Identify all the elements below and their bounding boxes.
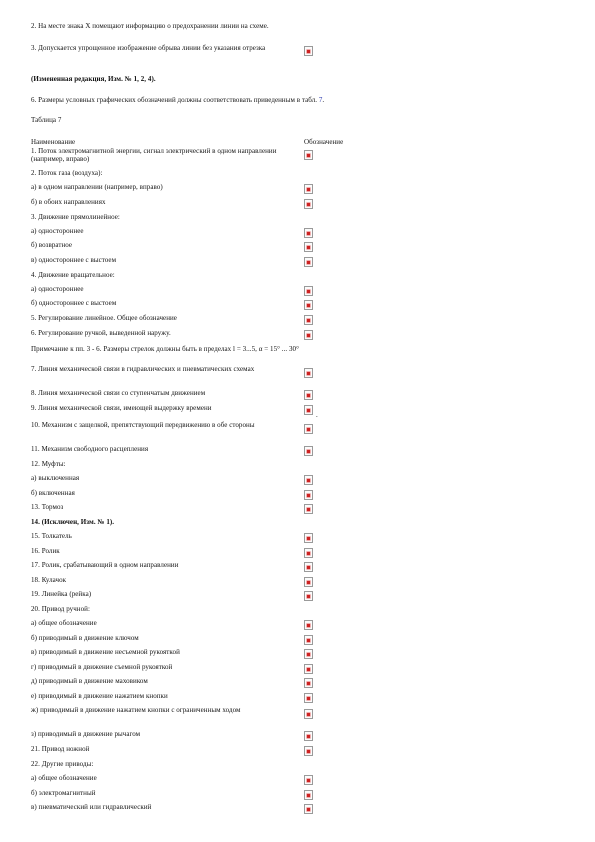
table-row-17: 17. Ролик, срабатывающий в одном направлении	[31, 561, 179, 569]
broken-image-icon	[304, 46, 313, 56]
table-row-15: 15. Толкатель	[31, 532, 72, 540]
symbol-image-icon	[304, 300, 313, 310]
paragraph-6: 6. Размеры условных графических обозначений должны соответствовать приведенным в табл. 7.	[31, 96, 325, 104]
table-row-6: 6. Регулирование ручкой, выведенной наружу.	[31, 329, 171, 337]
symbol-image-icon	[304, 405, 313, 415]
table-row-16: 16. Ролик	[31, 547, 60, 555]
table-row-20e: е) приводимый в движение нажатием кнопки	[31, 692, 168, 700]
symbol-image-icon	[304, 731, 313, 741]
symbol-image-icon	[304, 746, 313, 756]
table-row-2a: а) в одном направлении (например, вправо)	[31, 183, 163, 191]
note-2: 2. На месте знака Х помещают информацию о предохранении линии на схеме.	[31, 22, 269, 30]
symbol-image-icon	[304, 533, 313, 543]
symbol-image-icon	[304, 804, 313, 814]
table-row-22b: б) электромагнитный	[31, 789, 96, 797]
symbol-image-icon	[304, 424, 313, 434]
table-row-22a: а) общее обозначение	[31, 774, 97, 782]
symbol-image-icon	[304, 368, 313, 378]
table-row-11: 11. Механизм свободного расцепления	[31, 445, 149, 453]
symbol-image-icon	[304, 775, 313, 785]
revision-note: (Измененная редакция, Изм. № 1, 2, 4).	[31, 75, 156, 83]
table-row-12: 12. Муфты:	[31, 460, 66, 468]
table-row-12a: а) выключенная	[31, 474, 80, 482]
table-row-9: 9. Линия механической связи, имеющей выдержку времени	[31, 404, 212, 412]
symbol-image-icon	[304, 635, 313, 645]
table-row-2: 2. Поток газа (воздуха):	[31, 169, 103, 177]
table-row-20b: б) приводимый в движение ключом	[31, 634, 139, 642]
paragraph-6-text: 6. Размеры условных графических обозначений должны соответствовать приведенным в табл.	[31, 96, 318, 104]
symbol-image-icon	[304, 184, 313, 194]
table-note-3-6: Примечание к пп. 3 - 6. Размеры стрелок должны быть в пределах l = 3...5, α = 15° ... 30°	[31, 345, 299, 353]
table-row-7: 7. Линия механической связи в гидравлических и пневматических схемах	[31, 365, 255, 373]
symbol-image-icon	[304, 242, 313, 252]
symbol-image-icon	[304, 475, 313, 485]
table-row-22: 22. Другие приводы:	[31, 760, 94, 768]
table-title: Таблица 7	[31, 116, 62, 124]
symbol-image-icon	[304, 577, 313, 587]
table-row-12b: б) включенная	[31, 489, 75, 497]
symbol-image-icon	[304, 504, 313, 514]
symbol-image-icon	[304, 446, 313, 456]
symbol-image-icon	[304, 330, 313, 340]
symbol-image-icon	[304, 693, 313, 703]
table-row-10: 10. Механизм с защелкой, препятствующий передвижению в обе стороны	[31, 421, 255, 429]
symbol-image-icon	[304, 150, 313, 160]
table-row-5: 5. Регулирование линейное. Общее обозначение	[31, 314, 177, 322]
table-row-1: 1. Поток электромагнитной энергии, сигнал электрический в одном направлении (например, вправо)	[31, 147, 277, 164]
table-row-13: 13. Тормоз	[31, 503, 64, 511]
column-header-name: Наименование	[31, 138, 76, 146]
symbol-image-icon	[304, 548, 313, 558]
symbol-image-icon	[304, 790, 313, 800]
table-row-20d: д) приводимый в движение маховиком	[31, 677, 148, 685]
table-row-8: 8. Линия механической связи со ступенчатым движением	[31, 389, 206, 397]
symbol-image-icon	[304, 678, 313, 688]
symbol-image-icon	[304, 199, 313, 209]
table-row-18: 18. Кулачок	[31, 576, 67, 584]
table-row-3b: б) возвратное	[31, 241, 73, 249]
table-row-21: 21. Привод ножной	[31, 745, 90, 753]
table-row-20g: г) приводимый в движение съемной рукояткой	[31, 663, 173, 671]
note-3: 3. Допускается упрощенное изображение обрыва линии без указания отрезка	[31, 44, 266, 52]
symbol-image-icon	[304, 315, 313, 325]
symbol-image-icon	[304, 664, 313, 674]
symbol-image-icon	[304, 591, 313, 601]
table-row-4a: а) одностороннее	[31, 285, 84, 293]
table-row-2b: б) в обоих направлениях	[31, 198, 106, 206]
table-row-20a: а) общее обозначение	[31, 619, 97, 627]
table-row-20zh: ж) приводимый в движение нажатием кнопки с ограниченным ходом	[31, 706, 241, 714]
symbol-image-icon	[304, 257, 313, 267]
table-row-4: 4. Движение вращательное:	[31, 271, 115, 279]
table-row-20z: з) приводимый в движение рычагом	[31, 730, 141, 738]
table-row-4b: б) одностороннее с выстоем	[31, 299, 117, 307]
symbol-image-icon	[304, 620, 313, 630]
symbol-image-icon	[304, 562, 313, 572]
table-row-20v: в) приводимый в движение несъемной рукояткой	[31, 648, 180, 656]
column-header-symbol: Обозначение	[304, 138, 344, 146]
table-row-3a: а) одностороннее	[31, 227, 84, 235]
symbol-image-icon	[304, 390, 313, 400]
table-row-22v: в) пневматический или гидравлический	[31, 803, 152, 811]
symbol-image-icon	[304, 649, 313, 659]
symbol-image-icon	[304, 286, 313, 296]
table-row-3c: в) одностороннее с выстоем	[31, 256, 117, 264]
table-row-14: 14. (Исключен, Изм. № 1).	[31, 518, 115, 526]
table-7-link[interactable]: 7	[318, 96, 323, 104]
table-row-20: 20. Привод ручной:	[31, 605, 90, 613]
table-row-19: 19. Линейка (рейка)	[31, 590, 92, 598]
trailing-dot: .	[316, 411, 318, 419]
symbol-image-icon	[304, 709, 313, 719]
table-row-3: 3. Движение прямолинейное:	[31, 213, 120, 221]
symbol-image-icon	[304, 228, 313, 238]
symbol-image-icon	[304, 490, 313, 500]
